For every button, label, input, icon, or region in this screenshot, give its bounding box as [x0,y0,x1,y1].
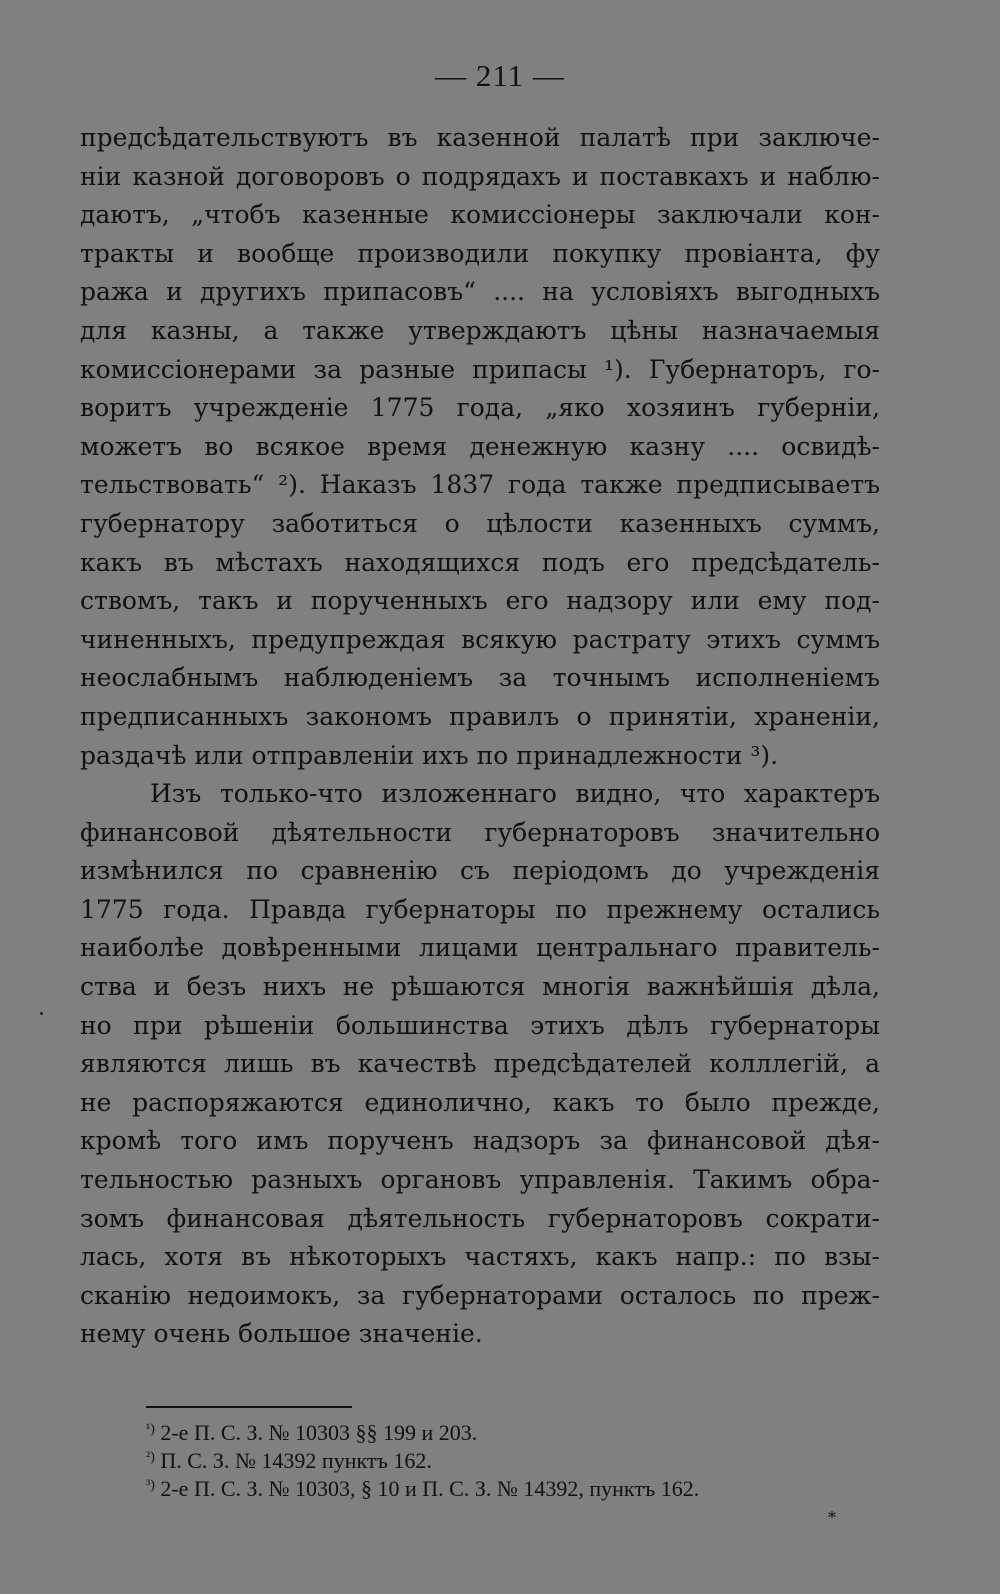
page-number: — 211 — [435,58,565,93]
text-line: ніи казной договоровъ о подрядахъ и поставкахъ и наблю- [80,161,880,191]
footnote-2 [146,1444,906,1472]
text-line: лась, хотя въ нѣкоторыхъ частяхъ, какъ напр.: по взы- [80,1242,880,1272]
text-line: чиненныхъ, предупреждая всякую растрату этихъ суммъ [80,624,880,654]
text-line: 1775 года. Правда губернаторы по прежнему остались [80,894,880,924]
text-line: не распоряжаются единолично, какъ то было прежде, [80,1087,880,1117]
text-line: измѣнился по сравненію съ періодомъ до учрежденія [80,856,880,886]
text-line: какъ въ мѣстахъ находящихся подъ его предсѣдатель- [80,547,880,577]
text-line: комиссіонерами за разные припасы ¹). Губернаторъ, го- [80,354,880,384]
paragraph-2 [80,775,880,1354]
footnote-1 [146,1416,906,1444]
text-line: наиболѣе довѣренными лицами центральнаго правитель- [80,933,880,963]
footnote-text: П. С. З. № 14392 пунктъ 162. [154,1448,432,1473]
text-line: финансовой дѣятельности губернаторовъ значительно [80,817,880,847]
footnote-text: 2-е П. С. З. № 10303 §§ 199 и 203. [154,1420,478,1445]
footnote-3 [146,1472,906,1500]
text-line: тельностью разныхъ органовъ управленія. Такимъ обра- [80,1165,880,1195]
footnotes [146,1416,906,1500]
signature-mark: * [828,1508,836,1527]
text-line: предписанныхъ закономъ правилъ о принятіи, храненіи, [80,701,880,731]
footnote-divider [146,1406,352,1408]
text-line: тельствовать“ ²). Наказъ 1837 года также предписываетъ [80,470,880,500]
paragraph-1 [80,119,880,775]
margin-speck [40,1012,43,1015]
text-line: для казны, а также утверждаютъ цѣны назначаемыя [80,315,880,345]
footnote-mark: ²) [146,1450,155,1465]
text-line: кромѣ того имъ порученъ надзоръ за финансовой дѣя- [80,1126,880,1156]
body-text [80,119,880,1354]
text-line: Изъ только-что изложеннаго видно, что характеръ [150,779,880,809]
text-line: нему очень большое значеніе. [80,1319,483,1349]
text-line: ража и другихъ припасовъ“ .... на условіяхъ выгодныхъ [80,277,880,307]
text-line: тракты и вообще производили покупку провіанта, фу [80,238,880,268]
footnote-mark: ³) [146,1478,155,1493]
text-line: ства и безъ нихъ не рѣшаются многія важнѣйшія дѣла, [80,972,880,1002]
text-line: зомъ финансовая дѣятельность губернаторовъ сократи- [80,1203,880,1233]
text-line: даютъ, „чтобъ казенные комиссіонеры заключали кон- [80,200,880,230]
text-line: воритъ учрежденіе 1775 года, „яко хозяинъ губерніи, [80,393,880,423]
text-line: неослабнымъ наблюденіемъ за точнымъ исполненіемъ [80,663,880,693]
footnote-mark: ¹) [146,1422,155,1437]
text-line: ствомъ, такъ и порученныхъ его надзору или ему под- [80,586,880,616]
footnote-text: 2-е П. С. З. № 10303, § 10 и П. С. З. № 14392, пунктъ 162. [154,1476,700,1501]
text-line: раздачѣ или отправленіи ихъ по принадлежности ³). [80,740,779,770]
text-line: являются лишь въ качествѣ предсѣдателей колллегій, а [80,1049,880,1079]
text-line: сканію недоимокъ, за губернаторами осталось по преж- [80,1280,880,1310]
text-line: губернатору заботиться о цѣлости казенныхъ суммъ, [80,508,880,538]
text-line: предсѣдательствуютъ въ казенной палатѣ при заключе- [80,123,880,152]
text-line: но при рѣшеніи большинства этихъ дѣлъ губернаторы [80,1010,880,1040]
text-line: можетъ во всякое время денежную казну .... освидѣ- [80,431,880,461]
